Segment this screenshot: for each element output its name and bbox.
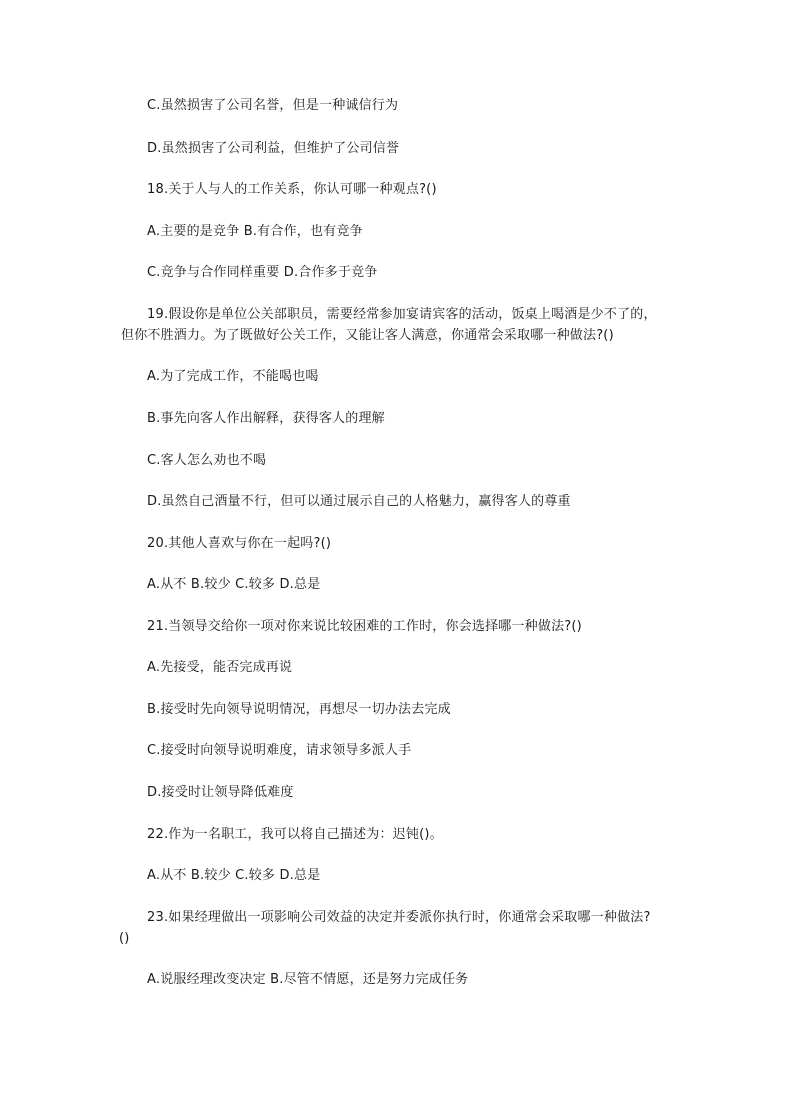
question-20-options: A.从不 B.较少 C.较多 D.总是 (147, 577, 321, 592)
question-19-option-a: A.为了完成工作，不能喝也喝 (147, 369, 319, 384)
question-23-line-1: 23.如果经理做出一项影响公司效益的决定并委派你执行时，你通常会采取哪一种做法? (147, 910, 651, 925)
question-18-options-cd: C.竞争与合作同样重要 D.合作多于竞争 (147, 265, 378, 280)
question-18-options-ab: A.主要的是竞争 B.有合作，也有竞争 (147, 224, 363, 239)
question-22-options: A.从不 B.较少 C.较多 D.总是 (147, 868, 321, 883)
question-21: 21.当领导交给你一项对你来说比较困难的工作时，你会选择哪一种做法?() (147, 619, 582, 634)
question-19-line-2: 但你不胜酒力。为了既做好公关工作，又能让客人满意，你通常会采取哪一种做法?() (121, 328, 614, 343)
question-21-option-c: C.接受时向领导说明难度，请求领导多派人手 (147, 743, 412, 758)
question-19-option-c: C.客人怎么劝也不喝 (147, 453, 267, 468)
question-22: 22.作为一名职工，我可以将自己描述为：迟钝()。 (147, 827, 443, 842)
option-d-reputation: D.虽然损害了公司利益，但维护了公司信誉 (147, 141, 400, 156)
question-20: 20.其他人喜欢与你在一起吗?() (147, 536, 332, 551)
option-c-integrity: C.虽然损害了公司名誉，但是一种诚信行为 (147, 98, 399, 113)
question-19-option-d: D.虽然自己酒量不行，但可以通过展示自己的人格魅力，赢得客人的尊重 (147, 494, 571, 509)
question-21-option-a: A.先接受，能否完成再说 (147, 660, 293, 675)
question-21-option-b: B.接受时先向领导说明情况，再想尽一切办法去完成 (147, 702, 451, 717)
question-19-option-b: B.事先向客人作出解释，获得客人的理解 (147, 411, 385, 426)
question-21-option-d: D.接受时让领导降低难度 (147, 785, 294, 800)
question-23-options: A.说服经理改变决定 B.尽管不情愿，还是努力完成任务 (147, 972, 469, 987)
question-23-line-2: () (119, 931, 130, 946)
question-19-line-1: 19.假设你是单位公关部职员，需要经常参加宴请宾客的活动，饭桌上喝酒是少不了的， (147, 307, 657, 322)
question-18: 18.关于人与人的工作关系，你认可哪一种观点?() (147, 182, 437, 197)
